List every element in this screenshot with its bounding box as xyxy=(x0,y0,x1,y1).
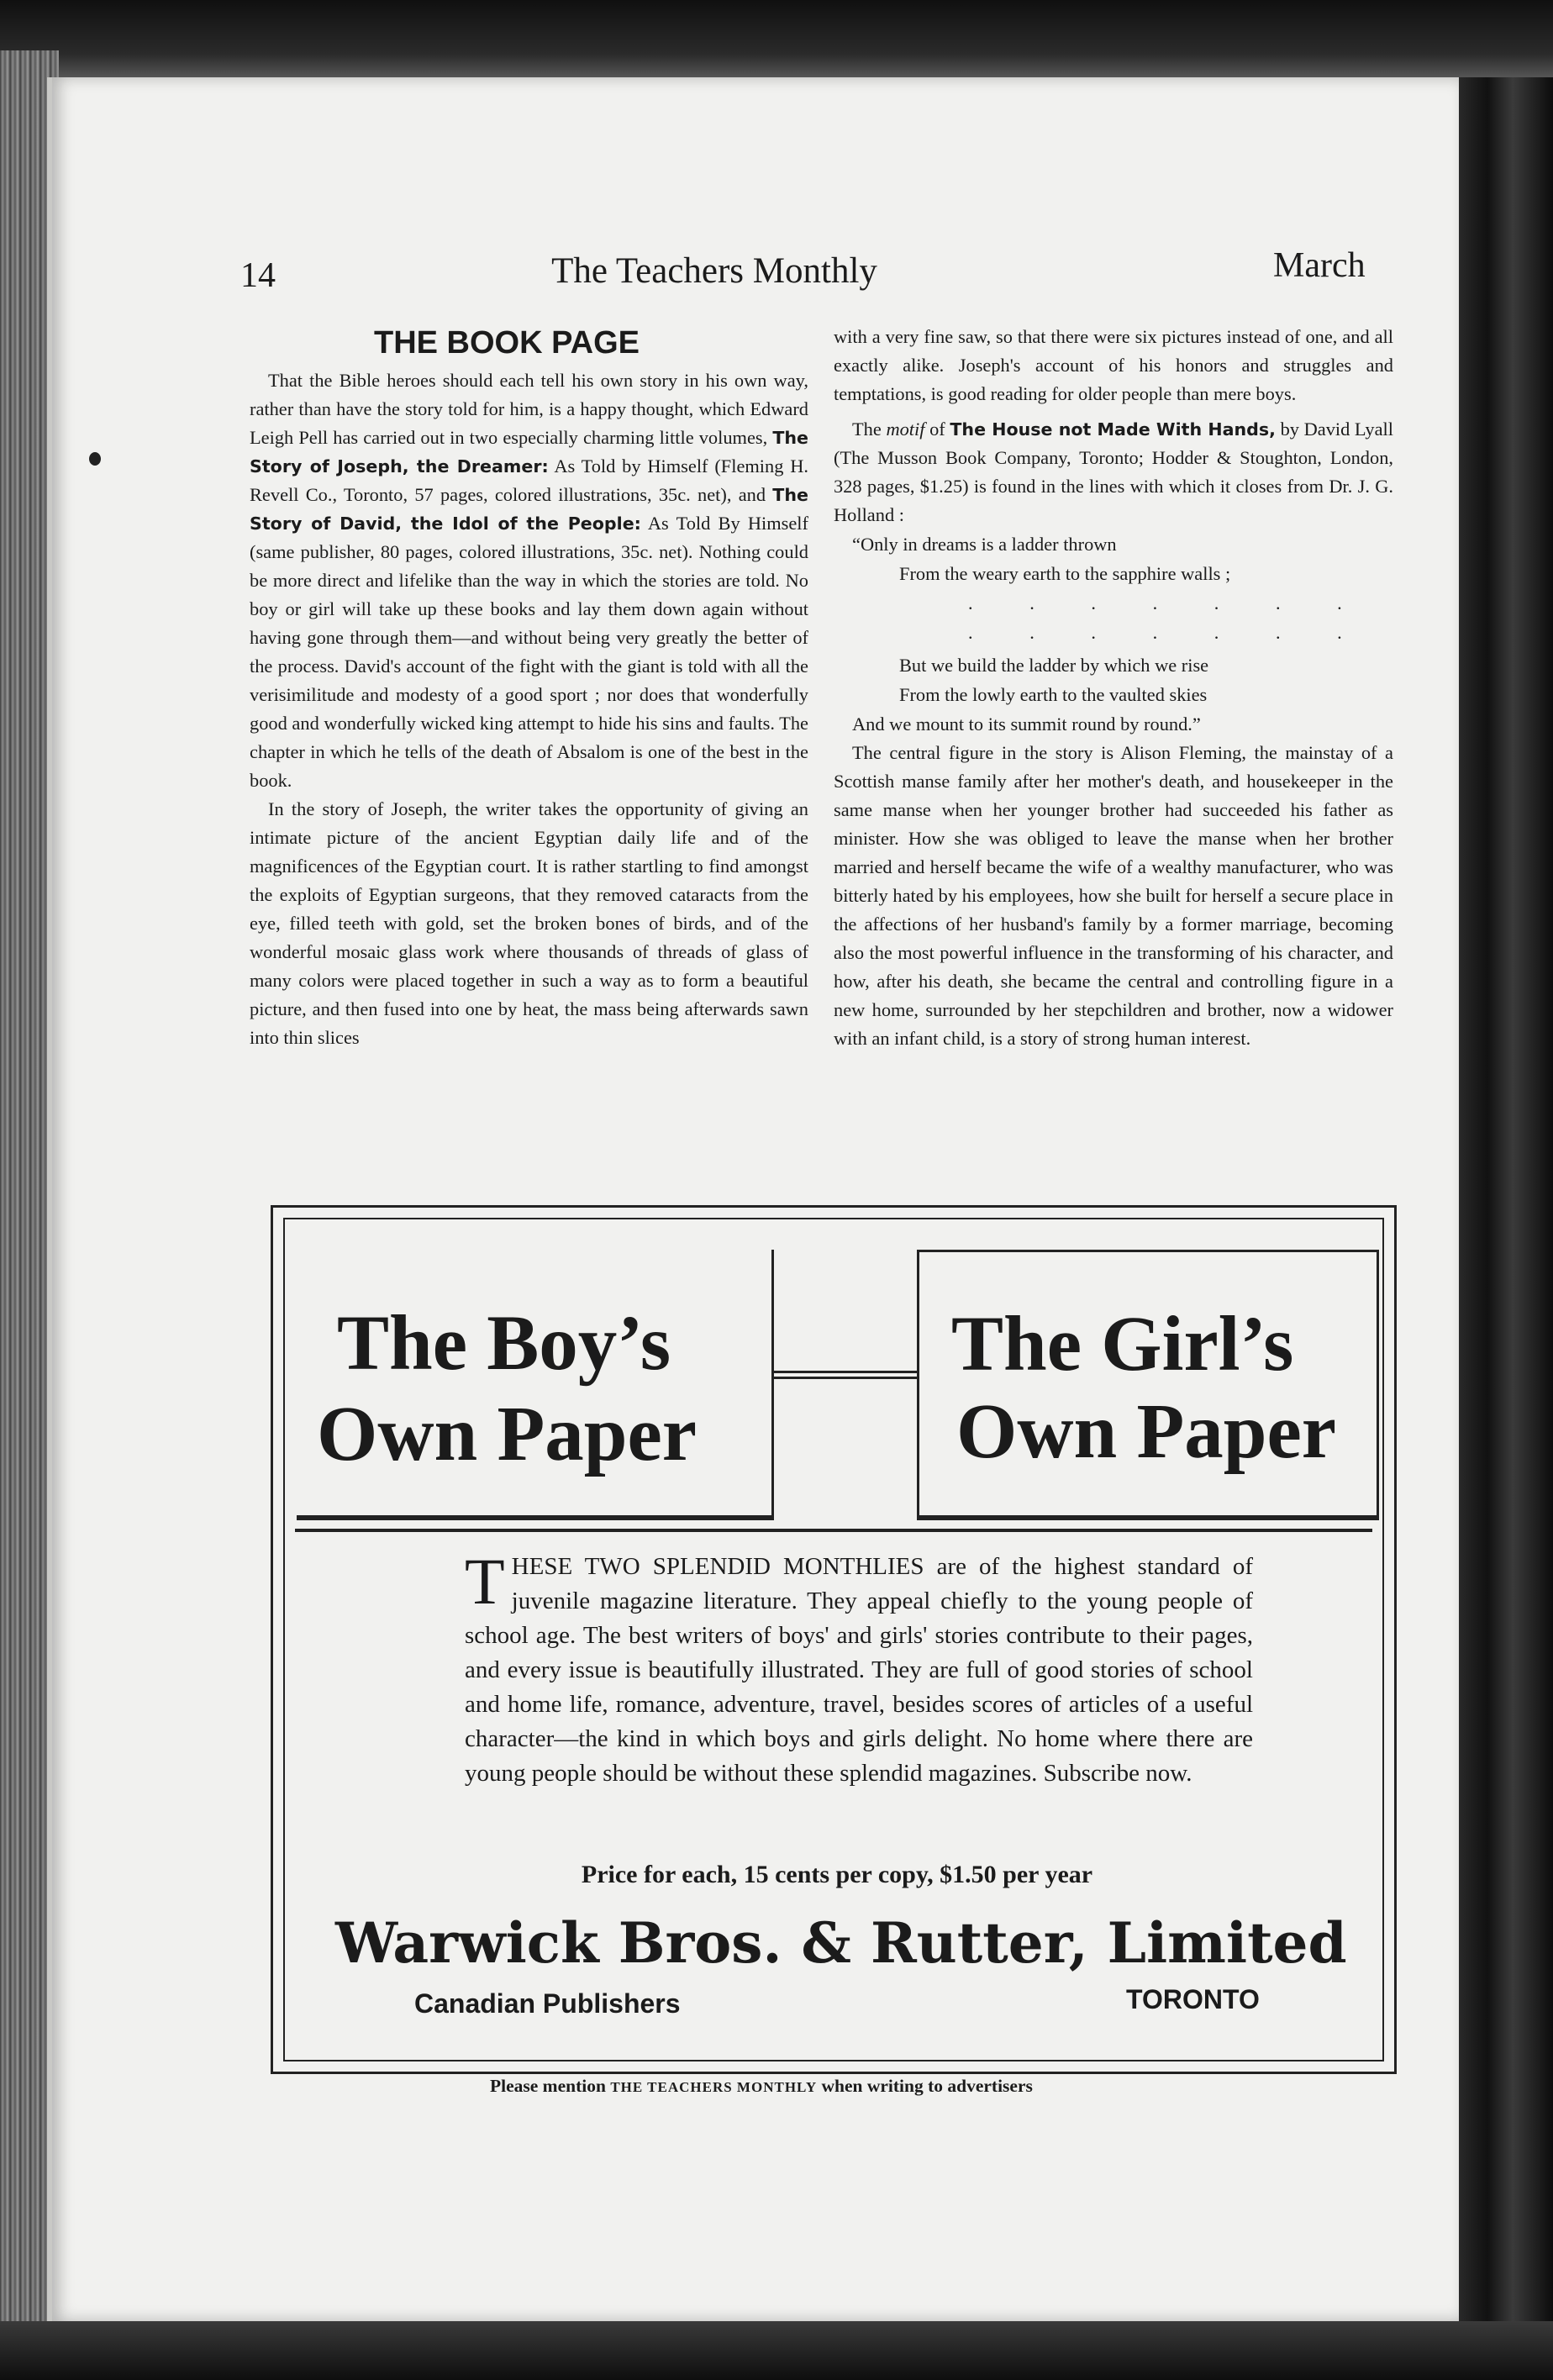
right-column xyxy=(834,323,1393,1053)
advertisement xyxy=(271,1205,1397,2074)
paragraph xyxy=(250,366,808,795)
poem-line: But we build the ladder by which we rise xyxy=(899,655,1209,676)
footer-text: Please mention xyxy=(490,2076,606,2096)
poem-quote xyxy=(834,529,1393,739)
paragraph-text: As Told by Himself (Fleming H. Revell Co., Toronto, 57 pages, colored illustrations, 35c. net), and xyxy=(250,455,808,505)
drop-cap: T xyxy=(465,1545,505,1618)
scan-background-right xyxy=(1452,77,1553,2380)
poem-line: From the weary earth to the sapphire walls ; xyxy=(899,563,1231,584)
poem-line: From the lowly earth to the vaulted skies xyxy=(899,684,1208,705)
section-heading: THE BOOK PAGE xyxy=(374,325,640,361)
running-month: March xyxy=(1273,246,1366,285)
poem-ellipsis: . . . . . . . xyxy=(968,622,1342,643)
masthead-line: Own Paper xyxy=(956,1388,1337,1475)
footer-note xyxy=(490,2076,1033,2097)
poem-ellipsis: . . . . . . . xyxy=(968,592,1342,613)
book-title: The Story of Joseph, the Dreamer: xyxy=(250,428,808,477)
left-column xyxy=(250,321,808,1052)
footer-magazine-title: THE TEACHERS MONTHLY xyxy=(610,2079,818,2095)
page-number: 14 xyxy=(240,256,276,295)
footer-text: when writing to advertisers xyxy=(821,2076,1033,2096)
paragraph-text: The xyxy=(852,419,882,440)
publisher-name: Warwick Bros. & Rutter, Limited xyxy=(335,1910,1347,1976)
paragraph-text: of xyxy=(929,419,945,440)
running-title: The Teachers Monthly xyxy=(551,251,877,291)
paragraph-text: by David Lyall (The Musson Book Company, Toronto; Hodder & Stoughton, London, 328 pages, $1.25) is found in the lines with which it closes from Dr. J. G. Holland : xyxy=(834,419,1393,525)
publisher-subtitle: Canadian Publishers xyxy=(414,1988,681,2019)
paragraph: with a very fine saw, so that there were six pictures instead of one, and all exactly alike. Joseph's account of his honors and struggles and temptations, is good reading for older people than mere boys. xyxy=(834,326,1393,404)
price-line: Price for each, 15 cents per copy, $1.50 per year xyxy=(581,1861,1093,1888)
paragraph xyxy=(834,415,1393,529)
book-title: The House not Made With Hands, xyxy=(950,419,1276,440)
publisher-city: TORONTO xyxy=(1126,1984,1260,2014)
poem-line: “Only in dreams is a ladder thrown xyxy=(852,534,1117,555)
advertisement-text: HESE TWO SPLENDID MONTHLIES are of the highest standard of juvenile magazine literature. They appeal chiefly to the young people of school age. The best writers of boys' and girls' stories contribute to their pages, and every issue is beautifully illustrated. They are full of good stories of school and home life, romance, adventure, travel, besides scores of articles of a useful character—the kind in which boys and girls delight. No home where there are young people should be without these splendid magazines. Subscribe now. xyxy=(465,1553,1253,1787)
advertisement-body xyxy=(465,1545,1253,1791)
masthead-line: The Boy’s xyxy=(337,1300,671,1387)
ink-blot xyxy=(89,452,101,466)
girls-own-paper-masthead xyxy=(917,1250,1379,1520)
masthead-line: Own Paper xyxy=(317,1391,698,1477)
paragraph: The central figure in the story is Alison Fleming, the mainstay of a Scottish manse family after her mother's death, and housekeeper in the same manse when her younger brother had succeeded his father as minister. How she was obliged to leave the manse when her brother married and herself became the wife of a wealthy manufacturer, who was bitterly hated by his employees, how she built for herself a secure place in the affections of her husband's family by a former marriage, becoming also the most powerful influence in the transforming of his character, and how, after his death, she became the central and controlling figure in a new home, surrounded by her stepchildren and brother, now a widower with an infant child, is a story of strong human interest. xyxy=(834,742,1393,1049)
paragraph-text: As Told By Himself (same publisher, 80 pages, colored illustrations, 35c. net). Nothing could be more direct and lifelike than the way in which the stories are told. No boy or girl will take up these books and lay them down again without having gone through them—and without being very greatly the better of the process. David's account of the fight with the giant is told with all the verisimilitude and modesty of a good sport ; nor does that wonderfully good and wonderfully wicked king attempt to hide his sins and faults. The chapter in which he tells of the death of Absalom is one of the best in the book. xyxy=(250,513,808,791)
masthead-connector xyxy=(774,1371,917,1379)
paragraph-text: That the Bible heroes should each tell his own story in his own way, rather than have the story told for him, is a happy thought, which Edward Leigh Pell has carried out in two especially charming little volumes, xyxy=(250,370,808,448)
paragraph: In the story of Joseph, the writer takes the opportunity of giving an intimate picture of the ancient Egyptian daily life and of the magnificences of the Egyptian court. It is rather startling to find amongst the exploits of Egyptian surgeons, that they removed cataracts from the eye, filled teeth with gold, set the broken bones of birds, and of the wonderful mosaic glass work where thousands of threads of glass of many colors were placed together in such a way as to form a beautiful picture, and then fused into one by heat, the mass being afterwards sawn into thin slices xyxy=(250,798,808,1048)
scan-background-top xyxy=(0,0,1553,77)
scan-background-bottom xyxy=(0,2321,1553,2380)
advertisement-inner-border xyxy=(283,1218,1384,2061)
emphasis: motif xyxy=(886,419,925,440)
masthead-line: The Girl’s xyxy=(951,1301,1294,1387)
poem-line: And we mount to its summit round by round.” xyxy=(852,713,1201,735)
boys-own-paper-masthead xyxy=(297,1250,774,1520)
divider xyxy=(295,1529,1372,1532)
book-title: The Story of David, the Idol of the People: xyxy=(250,485,808,534)
